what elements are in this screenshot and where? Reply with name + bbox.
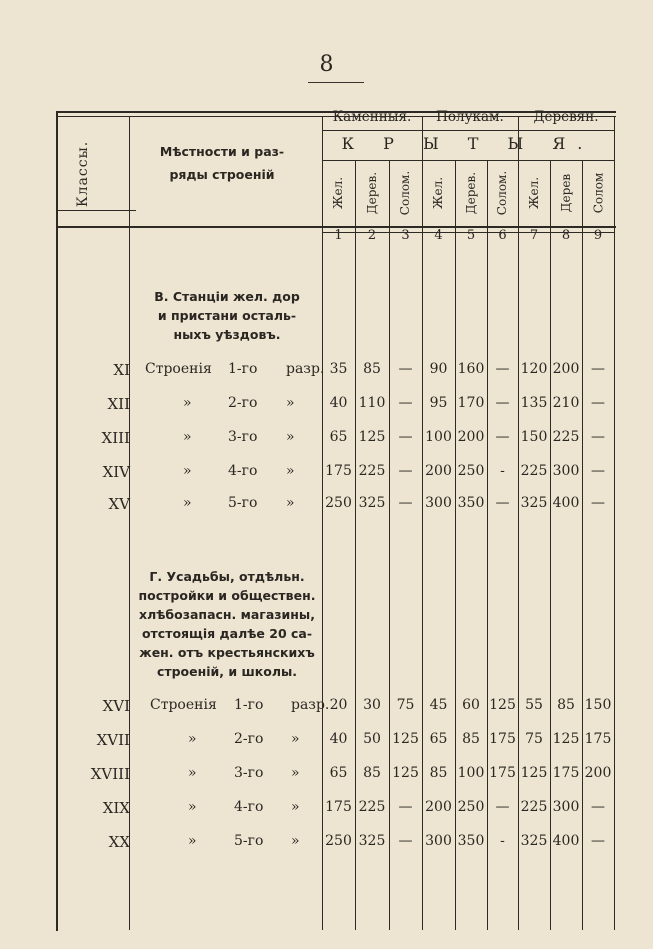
row-label-prefix: » [188,731,197,747]
column-number-8: 8 [561,228,571,243]
table-cell: 250 [457,799,485,815]
table-cell: 200 [552,361,580,377]
header-kryty: К Р Ы Т Ы Я. [341,134,595,153]
row-label-suffix: разр. [291,697,330,713]
row-label-ord: 3-го [228,429,258,445]
table-cell: 300 [425,833,452,849]
table-cell: — [591,833,605,849]
table-cell: 400 [552,495,580,511]
table-cell: 35 [329,361,348,377]
table-row [0,726,653,756]
table-cell: 30 [363,697,381,713]
table-cell: — [398,361,413,377]
header-roof-7: Жел. [527,176,541,210]
column-number-3: 3 [401,228,410,243]
table-cell: 85 [462,731,480,747]
table-cell: 85 [557,697,575,713]
header-roof-4: Жел. [431,176,446,210]
table-row [0,490,653,520]
table-cell: 65 [329,765,348,781]
table-cell: 300 [552,799,580,815]
table-row [0,828,653,858]
table-cell: — [591,495,605,511]
table-cell: 120 [520,361,548,377]
table-cell: 65 [329,429,348,445]
table-cell: — [591,361,605,377]
table-cell: 150 [584,697,612,713]
row-label-ord: 2-го [234,731,264,747]
table-cell: 125 [392,765,419,781]
table-cell: 170 [457,395,485,411]
table-cell: 250 [325,833,352,849]
row-label-prefix: » [188,833,197,849]
table-cell: 95 [429,395,448,411]
column-number-9: 9 [593,228,603,243]
column-number-6: 6 [498,228,507,243]
table-cell: — [495,799,510,815]
table-cell: — [591,429,605,445]
header-classes: Классы. [75,140,92,208]
table-cell: 200 [425,463,452,479]
table-cell: 325 [358,495,386,511]
table-row [0,692,653,722]
table-cell: 85 [363,361,381,377]
row-label-ord: 4-го [228,463,258,479]
header-roof-1: Жел. [331,176,346,210]
table-cell: 175 [489,731,516,747]
table-cell: 65 [429,731,448,747]
table-cell: 225 [358,799,386,815]
table-row [0,458,653,488]
row-label-prefix: » [183,463,192,479]
row-class: XV [108,495,130,513]
row-label-suffix: » [286,429,295,445]
table-cell: 175 [325,799,352,815]
row-class: XVII [96,731,130,749]
table-row [0,390,653,420]
table-cell: 175 [584,731,612,747]
table-cell: — [591,799,605,815]
row-label-suffix: » [291,731,300,747]
table-cell: 55 [525,697,543,713]
table-cell: — [495,361,510,377]
row-class: XX [108,833,130,851]
row-class: XIII [101,429,130,447]
table-cell: 250 [325,495,352,511]
row-label-suffix: » [286,495,295,511]
page-number-rule [308,82,364,83]
table-cell: 50 [363,731,381,747]
header-roof-5: Дерев. [464,171,478,215]
table-cell: 300 [425,495,452,511]
table-cell: 100 [425,429,452,445]
table-cell: 60 [462,697,480,713]
table-cell: — [398,395,413,411]
table-cell: 200 [457,429,485,445]
section-b-heading: В. Станціи жел. дор и пристани осталь- ныхъ уѣздовъ. [154,289,300,342]
header-roof-6: Солом. [495,170,510,216]
table-row [0,760,653,790]
row-label-ord: 1-го [234,697,264,713]
table-cell: 225 [520,799,548,815]
page-number: 8 [319,52,334,77]
row-label-prefix: » [183,495,192,511]
table-cell: 40 [329,395,348,411]
header-roof-9: Солом [591,172,605,214]
table-cell: 175 [489,765,516,781]
column-number-5: 5 [466,228,476,243]
table-cell: — [398,429,413,445]
column-number-4: 4 [434,228,443,243]
table-cell: 125 [392,731,419,747]
table-row [0,794,653,824]
table-cell: 210 [552,395,580,411]
row-label-ord: 3-го [234,765,264,781]
column-number-1: 1 [334,228,343,243]
header-roof-8: Дерев [559,173,573,213]
table-cell: 250 [457,463,485,479]
row-class: XIV [102,463,130,481]
row-label-prefix: Строенія [145,361,212,377]
table-cell: 200 [425,799,452,815]
table-cell: 125 [552,731,580,747]
table-cell: 20 [329,697,348,713]
row-class: XII [107,395,130,413]
row-label-suffix: » [286,463,295,479]
row-label-suffix: разр. [286,361,325,377]
row-class: XIX [102,799,130,817]
table-cell: 135 [520,395,548,411]
row-class: XVIII [90,765,130,783]
row-label-ord: 5-го [228,495,258,511]
table-cell: 175 [325,463,352,479]
row-label-ord: 2-го [228,395,258,411]
table-cell: — [591,463,605,479]
section-g-heading: Г. Усадьбы, отдѣльн. постройки и обществен. хлѣбозапасн. магазины, отстоящія далѣе 20 са- жен. отъ крестьянскихъ строеній, и школы. [138,569,316,679]
table-cell: 150 [520,429,548,445]
row-label-prefix: Строенія [150,697,217,713]
table-cell: 400 [552,833,580,849]
table-cell: 125 [520,765,548,781]
table-cell: 225 [552,429,580,445]
table-cell: 350 [457,495,485,511]
table-cell: 110 [358,395,386,411]
table-cell: 200 [584,765,612,781]
table-cell: 125 [358,429,386,445]
table-cell: 160 [457,361,485,377]
table-cell: 85 [429,765,448,781]
table-cell: 225 [358,463,386,479]
row-label-suffix: » [291,833,300,849]
table-cell: 300 [552,463,580,479]
row-label-suffix: » [291,799,300,815]
column-number-2: 2 [367,228,377,243]
table-cell: — [495,395,510,411]
row-class: XI [113,361,130,379]
row-label-prefix: » [183,429,192,445]
row-label-suffix: » [286,395,295,411]
header-group-stone: Каменныя. [332,109,412,125]
table-cell: 75 [525,731,543,747]
table-cell: — [398,495,413,511]
table-row [0,356,653,386]
table-cell: — [398,833,413,849]
header-group-wooden: Деревян. [533,109,599,125]
header-group-halfstone: Полукам. [436,109,504,125]
header-roof-2: Дерев. [365,171,379,215]
table-cell: 325 [358,833,386,849]
table-cell: — [398,463,413,479]
column-number-7: 7 [529,228,539,243]
table-cell: - [500,833,505,849]
table-row [0,424,653,454]
row-label-ord: 4-го [234,799,264,815]
row-label-suffix: » [291,765,300,781]
table-cell: 325 [520,833,548,849]
table-cell: 40 [329,731,348,747]
table-cell: - [500,463,505,479]
row-label-prefix: » [188,765,197,781]
table-cell: 225 [520,463,548,479]
table-cell: 125 [489,697,516,713]
table-cell: 90 [429,361,448,377]
table-cell: 75 [396,697,415,713]
table-cell: — [591,395,605,411]
header-roof-3: Солом. [398,170,413,216]
row-label-prefix: » [188,799,197,815]
header-location: Мѣстности и раз- ряды строеній [159,144,285,182]
table-cell: — [495,429,510,445]
table-cell: 325 [520,495,548,511]
table-cell: 175 [552,765,580,781]
table-cell: 350 [457,833,485,849]
table-cell: 85 [363,765,381,781]
table-cell: — [495,495,510,511]
row-label-ord: 5-го [234,833,264,849]
row-class: XVI [102,697,130,715]
table-cell: 45 [429,697,448,713]
table-cell: 100 [457,765,485,781]
table-cell: — [398,799,413,815]
row-label-prefix: » [183,395,192,411]
row-label-ord: 1-го [228,361,258,377]
